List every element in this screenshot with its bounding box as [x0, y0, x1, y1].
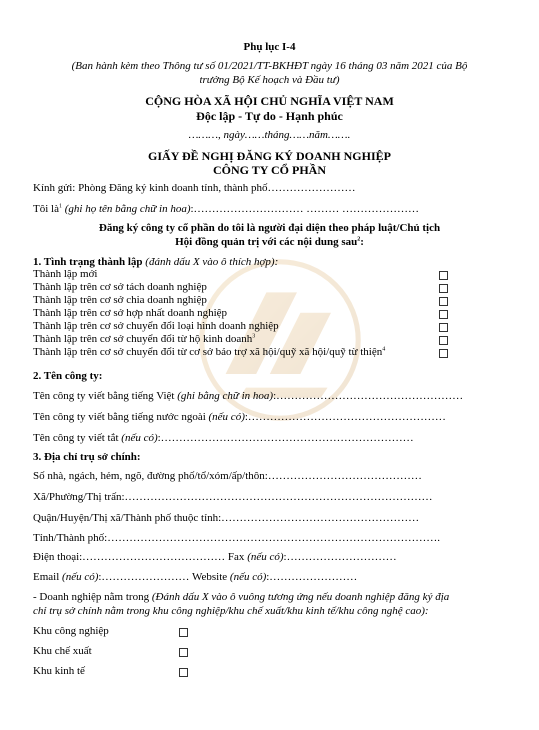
zone-checkbox[interactable] [179, 628, 188, 637]
field-dots: :…………………………………………… [273, 390, 464, 402]
fax-hint: (nếu có) [244, 551, 284, 563]
list-item [33, 281, 207, 293]
issued-note-line-2: trưởng Bộ Kế hoạch và Đầu tư) [199, 74, 340, 86]
status-option-label: Thành lập trên cơ sở chuyển đổi từ hộ kinh doanh [33, 333, 253, 345]
email-label: Email [33, 571, 60, 583]
field-hint: (ghi bằng chữ in hoa) [174, 390, 274, 402]
zone-label: Khu kinh tế [33, 665, 85, 677]
status-option-label: Thành lập mới [33, 268, 98, 280]
issued-note-line-1: (Ban hành kèm theo Thông tư số 01/2021/TT-BKHĐT ngày 16 tháng 03 năm 2021 của Bộ [71, 60, 468, 72]
website-dots: :…………………… [266, 571, 358, 583]
intro-colon: : [360, 236, 364, 248]
zone-note-line-2: chỉ trụ sở chính nằm trong khu công nghiệp/khu chế xuất/khu kinh tế/khu công nghệ cao): [33, 605, 429, 617]
section-1-heading [33, 256, 278, 268]
applicant-line [33, 203, 419, 215]
footnote-ref: 1 [58, 203, 62, 210]
street-field[interactable]: Số nhà, ngách, hẻm, ngõ, đường phố/tổ/xóm/ấp/thôn:…………………………………… [33, 470, 422, 482]
applicant-prefix: Tôi là [33, 203, 59, 215]
status-checkbox[interactable] [439, 310, 448, 319]
field-hint: (nếu có) [118, 432, 158, 444]
zone-checkbox[interactable] [179, 648, 188, 657]
status-checkbox[interactable] [439, 271, 448, 280]
province-field[interactable]: Tỉnh/Thành phố:………………………………………………………………………………. [33, 532, 440, 544]
zone-label: Khu chế xuất [33, 645, 92, 657]
form-title: GIẤY ĐỀ NGHỊ ĐĂNG KÝ DOANH NGHIỆP [148, 149, 391, 163]
status-checkbox[interactable] [439, 284, 448, 293]
recipient-line: Kính gửi: Phòng Đăng ký kinh doanh tỉnh, thành phố…………………… [33, 182, 356, 194]
list-item [33, 645, 92, 657]
company-name-vn-field[interactable] [33, 390, 463, 402]
intro-line-2-text: Hội đồng quản trị với các nội dung sau [175, 236, 358, 248]
section-1-title: 1. Tình trạng thành lập [33, 256, 143, 268]
list-item [33, 294, 207, 306]
intro-line-1: Đăng ký công ty cổ phần do tôi là người đại diện theo pháp luật/Chủ tịch [98, 222, 441, 234]
zone-label: Khu công nghiệp [33, 625, 109, 637]
phone-label: Điện thoại:………………………………… Fax [33, 551, 245, 563]
section-3-title: 3. Địa chỉ trụ sở chính: [33, 451, 141, 463]
list-item [33, 268, 97, 280]
applicant-hint: (ghi họ tên bằng chữ in hoa) [61, 203, 191, 215]
nation-title: CỘNG HÒA XÃ HỘI CHỦ NGHĨA VIỆT NAM [145, 94, 394, 108]
field-label: Tên công ty viết tắt [33, 432, 119, 444]
status-option-label: Thành lập trên cơ sở chia doanh nghiệp [33, 294, 207, 306]
field-label: Tên công ty viết bằng tiếng Việt [33, 390, 175, 402]
intro-line-2 [0, 236, 539, 248]
status-option-label: Thành lập trên cơ sở tách doanh nghiệp [33, 281, 207, 293]
form-subtitle: CÔNG TY CỔ PHẦN [212, 163, 326, 177]
list-item [33, 625, 109, 637]
zone-hint: (Đánh dấu X vào ô vuông tương ứng nếu doanh nghiệp đăng ký địa [149, 591, 450, 603]
status-checkbox[interactable] [439, 297, 448, 306]
status-option-label: Thành lập trên cơ sở chuyển đổi từ cơ sở bảo trợ xã hội/quỹ xã hội/quỹ từ thiện [33, 346, 383, 358]
appendix-label: Phụ lục I-4 [243, 41, 296, 53]
website-hint: (nếu có) [227, 571, 267, 583]
field-dots: :……………………………………………… [244, 411, 446, 423]
field-hint: (nếu có) [205, 411, 245, 423]
zone-prefix: - Doanh nghiệp nằm trong [33, 591, 150, 603]
fax-dots: :………………………… [283, 551, 397, 563]
list-item [33, 333, 255, 345]
status-option-label: Thành lập trên cơ sở hợp nhất doanh nghiệp [33, 307, 228, 319]
email-website-field[interactable] [33, 571, 357, 583]
list-item [33, 307, 227, 319]
section-1-hint: (đánh dấu X vào ô thích hợp): [142, 256, 279, 268]
section-2-title: 2. Tên công ty: [33, 370, 103, 382]
status-checkbox[interactable] [439, 336, 448, 345]
field-dots: :…………………………………………………………… [157, 432, 414, 444]
list-item [33, 665, 85, 677]
status-option-label: Thành lập trên cơ sở chuyển đổi loại hình doanh nghiệp [33, 320, 279, 332]
district-field[interactable]: Quận/Huyện/Thị xã/Thành phố thuộc tỉnh:……………………………………………… [33, 512, 420, 524]
list-item [33, 346, 385, 358]
footnote-ref: 4 [382, 346, 386, 353]
zone-note-line-1 [33, 591, 449, 603]
status-checkbox[interactable] [439, 349, 448, 358]
nation-motto: Độc lập - Tự do - Hạnh phúc [196, 109, 343, 123]
footnote-ref: 2 [357, 236, 361, 243]
field-label: Tên công ty viết bằng tiếng nước ngoài [33, 411, 206, 423]
zone-checkbox[interactable] [179, 668, 188, 677]
footnote-ref: 3 [252, 333, 256, 340]
email-dots: :…………………… Website [98, 571, 228, 583]
ward-field[interactable]: Xã/Phường/Thị trấn:………………………………………………………………………… [33, 491, 433, 503]
status-checkbox[interactable] [439, 323, 448, 332]
date-line: ………, ngày……tháng……năm……. [188, 129, 351, 141]
company-name-abbr-field[interactable] [33, 432, 414, 444]
applicant-dots: :………………………… ……… ………………… [190, 203, 420, 215]
phone-fax-field[interactable] [33, 551, 397, 563]
email-hint: (nếu có) [59, 571, 99, 583]
company-name-foreign-field[interactable] [33, 411, 446, 423]
list-item [33, 320, 279, 332]
